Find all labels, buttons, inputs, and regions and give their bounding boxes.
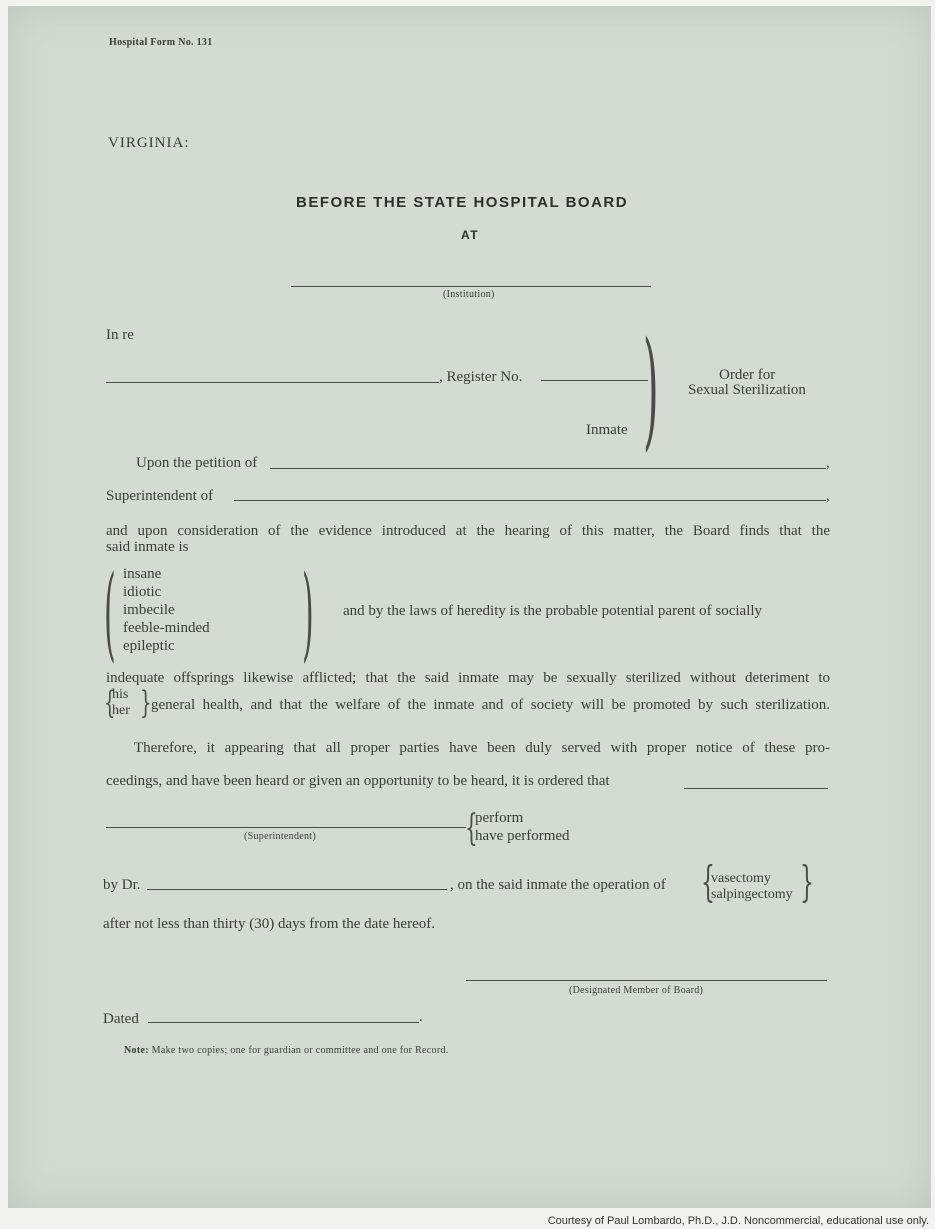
institution-of-line[interactable] [234, 500, 826, 501]
inmate-name-line[interactable] [106, 382, 439, 383]
right-brace-icon: } [140, 686, 152, 722]
page-title: BEFORE THE STATE HOSPITAL BOARD [296, 194, 629, 211]
inmate-label: Inmate [586, 422, 628, 438]
pronoun-option[interactable]: his [112, 687, 129, 702]
ordered-line[interactable] [684, 788, 828, 789]
left-brace-icon: { [465, 806, 478, 850]
pronoun-option[interactable]: her [112, 703, 130, 718]
doctor-name-line[interactable] [147, 889, 447, 890]
note [124, 1045, 449, 1056]
pronoun-options [112, 687, 130, 719]
operation-option[interactable]: vasectomy [711, 871, 771, 886]
at-label: AT [461, 228, 480, 242]
order-title-line-2: Sexual Sterilization [688, 382, 806, 398]
superintendent-of-label: Superintendent of [106, 488, 214, 504]
register-number-line[interactable] [541, 380, 648, 381]
right-brace-icon: } [800, 860, 814, 908]
consideration-text-1: and upon consideration of the evidence introduced at the hearing of this matter, the Board finds that the [106, 523, 830, 539]
left-brace-icon: ( [104, 556, 116, 675]
perform-option[interactable]: have performed [475, 828, 570, 844]
board-member-caption: (Designated Member of Board) [569, 985, 704, 996]
note-label: Note: [124, 1045, 149, 1056]
board-member-line[interactable] [466, 980, 827, 981]
condition-option[interactable]: epileptic [123, 638, 175, 654]
image-credit: Courtesy of Paul Lombardo, Ph.D., J.D. Noncommercial, educational use only. [547, 1215, 929, 1227]
register-label: , Register No. [439, 369, 523, 385]
dated-label: Dated [103, 1011, 139, 1027]
therefore-text-1: Therefore, it appearing that all proper parties have been duly served with proper notice of these pro- [134, 740, 830, 756]
condition-option[interactable]: feeble-minded [123, 620, 210, 636]
operation-option[interactable]: salpingectomy [711, 887, 793, 902]
order-title-line-1: Order for [719, 367, 776, 383]
institution-line[interactable] [291, 286, 651, 287]
condition-option[interactable]: imbecile [123, 602, 175, 618]
superintendent-line[interactable] [106, 827, 466, 828]
petition-label: Upon the petition of [136, 455, 258, 471]
conditions-list [123, 565, 210, 655]
note-text: Make two copies; one for guardian or committee and one for Record. [151, 1045, 449, 1056]
right-brace-icon: ) [302, 556, 314, 675]
state-heading: VIRGINIA: [108, 135, 190, 151]
left-brace-icon: { [104, 686, 116, 722]
condition-option[interactable]: insane [123, 566, 162, 582]
offspring-text: indequate offsprings likewise afflicted; that the said inmate may be sexually sterilized without deteriment to [106, 670, 830, 686]
left-brace-icon: { [701, 860, 715, 908]
institution-caption: (Institution) [443, 289, 495, 300]
in-re-label: In re [106, 327, 134, 343]
by-dr-label: by Dr. [103, 877, 141, 893]
welfare-text: general health, and that the welfare of the inmate and of society will be promoted by such sterilization. [151, 697, 830, 713]
right-brace-icon: ) [643, 318, 659, 466]
therefore-text-2: ceedings, and have been heard or given an opportunity to be heard, it is ordered that [106, 773, 610, 789]
heredity-text: and by the laws of heredity is the probable potential parent of socially [343, 603, 763, 619]
operation-text: , on the said inmate the operation of [450, 877, 666, 893]
consideration-text-2: said inmate is [106, 539, 189, 555]
petitioner-line[interactable] [270, 468, 826, 469]
form-number: Hospital Form No. 131 [109, 37, 213, 48]
perform-option[interactable]: perform [475, 810, 524, 826]
date-line[interactable] [148, 1022, 419, 1023]
superintendent-caption: (Superintendent) [244, 831, 317, 842]
perform-options [475, 809, 570, 845]
condition-option[interactable]: idiotic [123, 584, 162, 600]
after-text: after not less than thirty (30) days from the date hereof. [103, 916, 435, 932]
operation-options [711, 871, 793, 903]
